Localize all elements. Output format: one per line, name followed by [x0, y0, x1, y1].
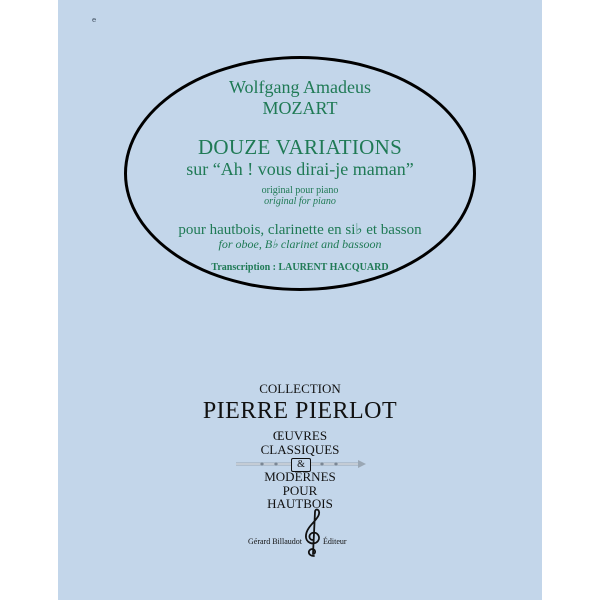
treble-clef-logo-icon — [302, 508, 324, 558]
collection-line-pour: POUR — [282, 483, 318, 498]
collection-line-oeuvres: ŒUVRES — [272, 428, 328, 443]
collection-label: COLLECTION — [259, 381, 341, 396]
collection-line-hautbois: HAUTBOIS — [267, 496, 333, 511]
collection-line-classiques: CLASSIQUES — [260, 442, 340, 457]
publisher-name: Gérard Billaudot — [248, 537, 302, 546]
original-note-fr: original pour piano — [261, 185, 339, 196]
composer-last-name: MOZART — [262, 98, 338, 118]
instrumentation-en: for oboe, B♭ clarinet and bassoon — [218, 237, 382, 251]
work-title: DOUZE VARIATIONS — [197, 135, 403, 159]
composer-first-name: Wolfgang Amadeus — [228, 77, 372, 97]
original-note-en: original for piano — [264, 196, 336, 207]
work-subtitle: sur “Ah ! vous dirai-je maman” — [186, 159, 414, 179]
collection-name: PIERRE PIERLOT — [202, 398, 398, 424]
publisher-role: Éditeur — [323, 537, 347, 546]
collection-line-modernes: MODERNES — [264, 469, 336, 484]
instrumentation-fr: pour hautbois, clarinette en si♭ et basson — [178, 222, 422, 238]
ampersand-badge: & — [291, 458, 311, 472]
corner-mark: e — [92, 16, 97, 24]
transcription-credit: Transcription : LAURENT HACQUARD — [211, 262, 389, 273]
